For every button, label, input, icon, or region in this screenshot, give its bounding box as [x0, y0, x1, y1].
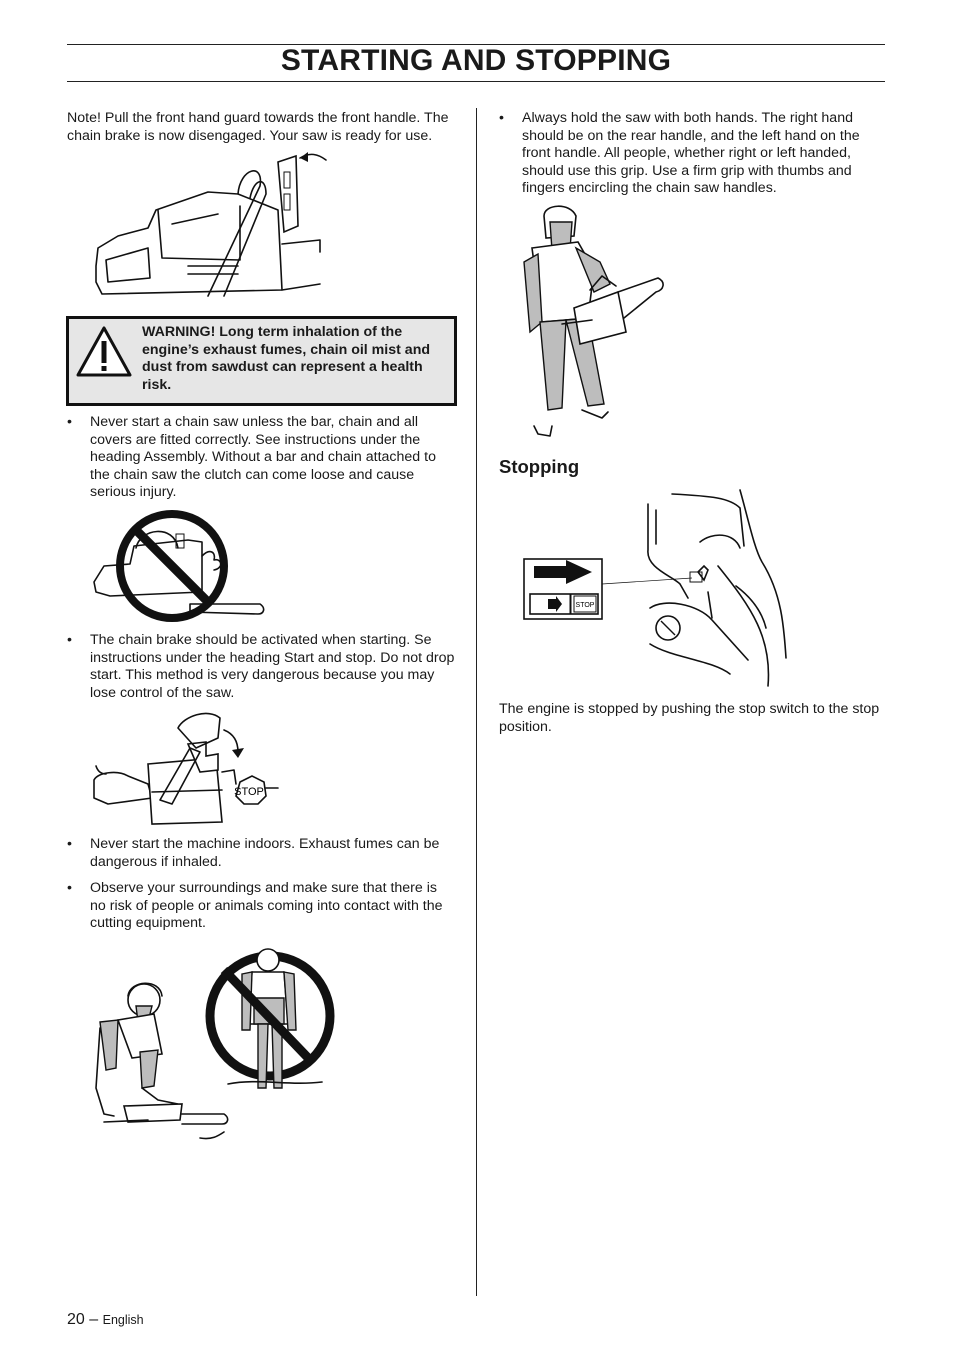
page-title: STARTING AND STOPPING [280, 44, 672, 77]
warning-text: WARNING! Long term inhalation of the engine’s exhaust fumes, chain oil mist and dust from sawdust can represent a health risk. [142, 324, 431, 393]
stop-sign-label: STOP [234, 786, 264, 798]
warning-triangle-icon [75, 325, 133, 379]
front-hand-guard-note: Note! Pull the front hand guard towards the front handle. The chain brake is now disengaged. Your saw is ready for use. [67, 110, 449, 144]
bullet-text: Never start a chain saw unless the bar, chain and all covers are fitted correctly. See instructions under the heading Assembly. Without a bar and chain attached to the chain saw the clutch can come loose and cause serious injury. [90, 414, 436, 500]
page-number: 20 [67, 1311, 85, 1328]
stop-switch-illustration [522, 488, 792, 690]
two-hand-grip-illustration [518, 200, 668, 446]
stop-switch-label: STOP [575, 602, 595, 609]
bullet-marker: • [499, 110, 504, 126]
footer-language: English [102, 1313, 144, 1327]
bullet-marker: • [67, 836, 72, 852]
stopping-description: The engine is stopped by pushing the stop switch to the stop position. [499, 701, 880, 735]
bullet-marker: • [67, 632, 72, 648]
column-divider [476, 108, 477, 1296]
chainsaw-hand-guard-illustration [88, 148, 328, 300]
footer-separator: – [89, 1311, 99, 1328]
bullet-marker: • [67, 414, 72, 430]
bullet-text: Never start the machine indoors. Exhaust fumes can be dangerous if inhaled. [90, 836, 440, 870]
bullet-text: Observe your surroundings and make sure that there is no risk of people or animals coming into contact with the cutting equipment. [90, 880, 443, 931]
page-footer [67, 1311, 144, 1329]
header-bottom-rule [67, 81, 885, 82]
stopping-heading: Stopping [499, 456, 580, 477]
bullet-text: Always hold the saw with both hands. The right hand should be on the rear handle, and the left hand on the front handle. All people, whether right or left handed, should use this grip. Use a firm grip with thumbs and fingers encircling the chain saw handles. [522, 110, 860, 196]
surroundings-safety-illustration [88, 938, 338, 1142]
warning-box [66, 316, 457, 406]
bullet-text: The chain brake should be activated when starting. Se instructions under the heading Start and stop. Do not drop start. This method is very dangerous because you may lose control of the saw. [90, 632, 455, 701]
bullet-marker: • [67, 880, 72, 896]
no-start-without-bar-illustration [90, 508, 270, 623]
chain-brake-start-illustration [88, 708, 280, 826]
